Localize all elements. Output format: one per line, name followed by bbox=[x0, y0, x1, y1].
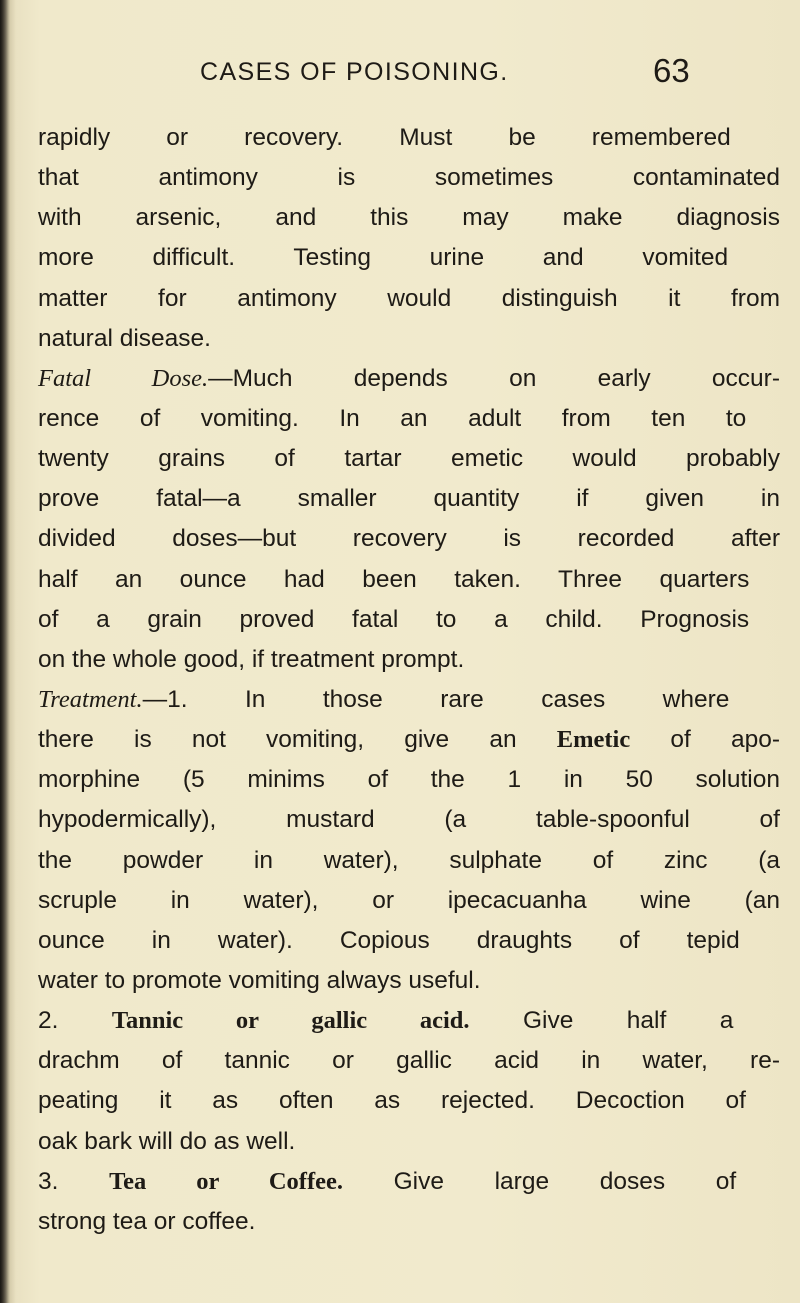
text-segment: oak bark will do as well. bbox=[38, 1127, 296, 1155]
text-segment: ounce in water). Copious draughts of tepid bbox=[38, 926, 740, 954]
text-line bbox=[38, 921, 798, 961]
text-segment: —1. In those rare cases where bbox=[142, 685, 730, 713]
text-line bbox=[38, 439, 798, 479]
text-line bbox=[38, 961, 798, 1001]
text-segment: rapidly or recovery. Must be remembered bbox=[38, 124, 731, 151]
text-segment: Give large doses of bbox=[342, 1167, 737, 1195]
text-line bbox=[38, 158, 798, 198]
text-line bbox=[38, 1162, 798, 1202]
text-line bbox=[38, 1001, 798, 1041]
body-text bbox=[38, 118, 798, 1242]
text-line bbox=[38, 560, 798, 600]
spine-shadow bbox=[0, 0, 10, 1303]
text-segment: there is not vomiting, give an bbox=[38, 726, 557, 754]
text-line bbox=[38, 198, 798, 238]
text-line bbox=[38, 319, 798, 359]
text-segment: drachm of tannic or gallic acid in water, re- bbox=[38, 1047, 780, 1075]
italic-heading: Fatal Dose. bbox=[38, 364, 209, 392]
text-segment: water to promote vomiting always useful. bbox=[38, 966, 481, 994]
text-segment: 2. bbox=[38, 1007, 112, 1035]
italic-heading: Treatment. bbox=[38, 685, 143, 713]
text-line bbox=[38, 118, 798, 158]
text-segment: morphine (5 minims of the 1 in 50 solution bbox=[38, 766, 780, 794]
text-segment: rence of vomiting. In an adult from ten to bbox=[38, 404, 747, 432]
text-segment: natural disease. bbox=[38, 324, 211, 352]
text-line bbox=[38, 399, 798, 439]
text-segment: prove fatal—a smaller quantity if given in bbox=[38, 485, 780, 513]
text-segment: more difficult. Testing urine and vomited bbox=[38, 244, 729, 272]
text-segment: —Much depends on early occur- bbox=[208, 364, 780, 392]
text-line bbox=[38, 279, 798, 319]
text-line bbox=[38, 640, 798, 680]
text-segment: hypodermically), mustard (a table-spoonful of bbox=[38, 806, 780, 834]
text-line bbox=[38, 800, 798, 840]
text-line bbox=[38, 1202, 798, 1242]
page-header bbox=[0, 52, 800, 98]
bold-heading: Emetic bbox=[556, 726, 631, 754]
text-line bbox=[38, 238, 798, 278]
text-segment: the powder in water), sulphate of zinc (a bbox=[38, 846, 780, 874]
text-segment: of a grain proved fatal to a child. Prognosis bbox=[38, 605, 750, 633]
bold-heading: Tannic or gallic acid. bbox=[111, 1007, 470, 1035]
text-line bbox=[38, 881, 798, 921]
page-number: 63 bbox=[653, 52, 690, 89]
text-line bbox=[38, 600, 798, 640]
text-line bbox=[38, 479, 798, 519]
text-segment: that antimony is sometimes contaminated bbox=[38, 164, 780, 192]
text-segment: strong tea or coffee. bbox=[38, 1207, 256, 1235]
text-segment: twenty grains of tartar emetic would probably bbox=[38, 445, 780, 473]
text-segment: on the whole good, if treatment prompt. bbox=[38, 645, 465, 673]
text-segment: Give half a bbox=[469, 1007, 734, 1035]
text-segment: peating it as often as rejected. Decoction of bbox=[38, 1087, 746, 1115]
text-line bbox=[38, 760, 798, 800]
text-line bbox=[38, 720, 798, 760]
text-line bbox=[38, 359, 798, 399]
text-segment: matter for antimony would distinguish it from bbox=[38, 284, 780, 312]
text-segment: of apo- bbox=[630, 726, 780, 754]
text-line bbox=[38, 841, 798, 881]
text-segment: with arsenic, and this may make diagnosis bbox=[38, 204, 780, 232]
text-line bbox=[38, 1041, 798, 1081]
text-segment: 3. bbox=[38, 1167, 110, 1195]
text-line bbox=[38, 1122, 798, 1162]
text-segment: scruple in water), or ipecacuanha wine (an bbox=[38, 886, 780, 914]
text-line bbox=[38, 519, 798, 559]
text-segment: half an ounce had been taken. Three quarters bbox=[38, 565, 750, 593]
text-line bbox=[38, 1081, 798, 1121]
text-line bbox=[38, 680, 798, 720]
bold-heading: Tea or Coffee. bbox=[109, 1167, 343, 1195]
text-segment: divided doses—but recovery is recorded after bbox=[38, 525, 780, 553]
running-head: CASES OF POISONING. bbox=[200, 58, 509, 86]
